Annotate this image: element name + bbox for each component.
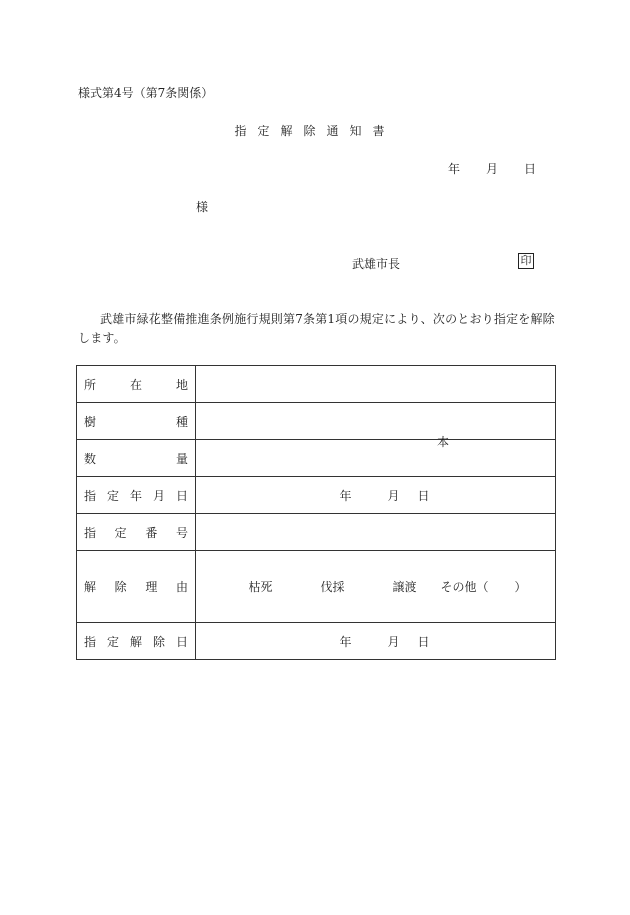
- value-designation-date[interactable]: [196, 477, 556, 514]
- document-title: 指定解除通知書: [234, 124, 396, 138]
- label-reason: 解除理由: [77, 551, 196, 623]
- reason-other[interactable]: その他（: [440, 580, 489, 594]
- table-row-location: [77, 366, 556, 403]
- body-text: 武雄市緑花整備推進条例施行規則第7条第1項の規定により、次のとおり指定を解除します。: [78, 312, 555, 345]
- designation-date-month: 月: [387, 488, 400, 503]
- table-row-species: [77, 403, 556, 440]
- label-release-date: 指定解除日: [77, 623, 196, 660]
- quantity-unit: 本: [437, 435, 450, 449]
- release-date-month: 月: [387, 634, 400, 649]
- value-designation-number[interactable]: [196, 514, 556, 551]
- issue-date: [448, 160, 536, 177]
- table-row-designation-number: [77, 514, 556, 551]
- issuer-name: 武雄市長: [352, 257, 401, 271]
- reason-felled[interactable]: 伐採: [320, 580, 345, 594]
- issue-date-day: 日: [524, 162, 537, 176]
- value-location[interactable]: [196, 366, 556, 403]
- label-species: 樹種: [77, 403, 196, 440]
- issue-date-month: 月: [486, 162, 499, 176]
- value-release-date[interactable]: [196, 623, 556, 660]
- reason-other-close: ）: [514, 580, 527, 594]
- reason-dead[interactable]: 枯死: [248, 580, 273, 594]
- table-row-release-date: [77, 623, 556, 660]
- label-designation-date: 指定年月日: [77, 477, 196, 514]
- reason-transferred[interactable]: 譲渡: [392, 580, 417, 594]
- label-location: 所在地: [77, 366, 196, 403]
- addressee-suffix: 様: [196, 200, 209, 214]
- form-number: 様式第4号（第7条関係）: [78, 86, 214, 100]
- value-species[interactable]: [196, 403, 556, 440]
- table-row-reason: [77, 551, 556, 623]
- label-designation-number: 指定番号: [77, 514, 196, 551]
- designation-date-year: 年: [339, 488, 352, 503]
- designation-date-day: 日: [417, 488, 430, 503]
- seal-mark: 印: [518, 253, 534, 269]
- details-table: [76, 365, 556, 660]
- value-quantity[interactable]: [196, 435, 556, 477]
- release-date-day: 日: [417, 634, 430, 649]
- issue-date-year: 年: [448, 162, 461, 176]
- value-reason[interactable]: [196, 551, 556, 623]
- table-row-designation-date: [77, 477, 556, 514]
- table-row-quantity: [77, 440, 556, 477]
- label-quantity: 数量: [77, 440, 196, 477]
- release-date-year: 年: [339, 634, 352, 649]
